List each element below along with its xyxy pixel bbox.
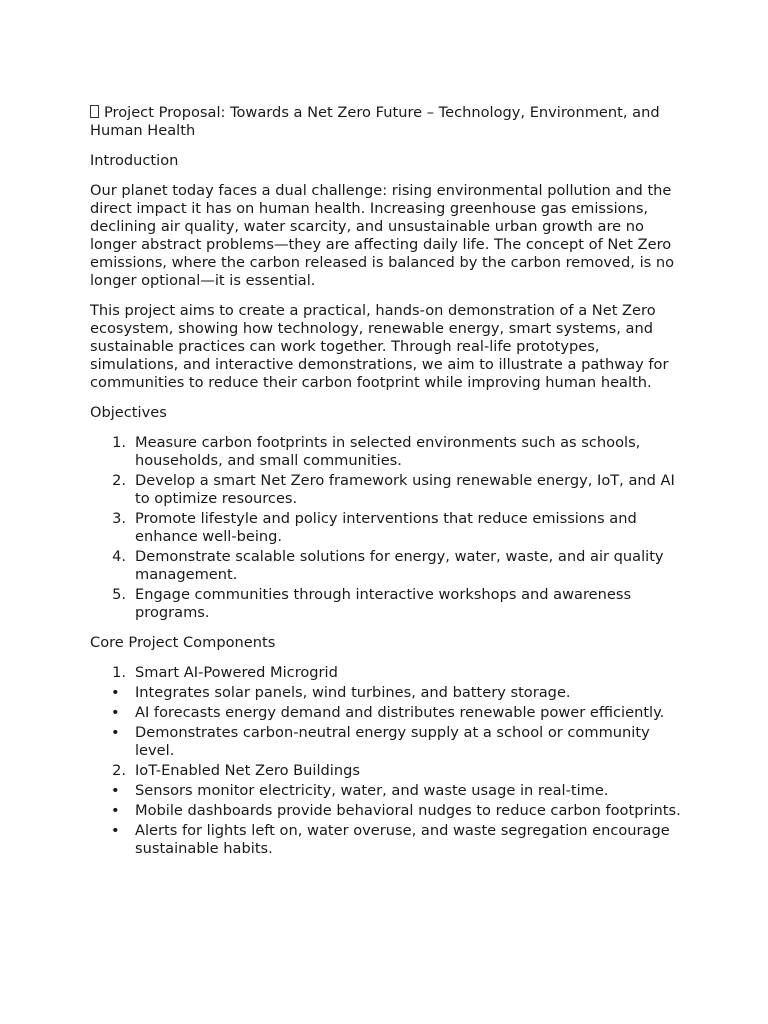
list-item-text: Sensors monitor electricity, water, and waste usage in real-time. [135,782,609,799]
list-item [90,802,682,820]
list-item [90,782,682,800]
bullet-icon: • [111,684,120,701]
list-item-text: Demonstrate scalable solutions for energy, water, waste, and air quality management. [135,548,664,583]
list-item-text: Alerts for lights left on, water overuse, and waste segregation encourage sustainable habits. [135,822,670,857]
list-number: 1. [112,434,126,451]
list-item [90,664,682,682]
list-item [90,684,682,702]
document-title [90,104,682,140]
title-text: Project Proposal: Towards a Net Zero Future – Technology, Environment, and Human Health [90,104,660,139]
list-item-text: IoT-Enabled Net Zero Buildings [135,762,360,779]
list-number: 3. [112,510,126,527]
objectives-heading: Objectives [90,404,167,421]
list-item [90,704,682,722]
list-number: 5. [112,586,126,603]
list-number: 4. [112,548,126,565]
introduction-heading: Introduction [90,152,179,169]
list-item [90,762,682,780]
list-item [90,510,682,546]
components-list [90,664,682,858]
list-item [90,586,682,622]
list-item-text: Engage communities through interactive workshops and awareness programs. [135,586,632,621]
list-item-text: Measure carbon footprints in selected environments such as schools, households, and small communities. [135,434,641,469]
list-item [90,434,682,470]
list-item-text: Demonstrates carbon-neutral energy supply at a school or community level. [135,724,650,759]
list-item-text: Smart AI-Powered Microgrid [135,664,338,681]
document-page [90,104,682,870]
list-item-text: Mobile dashboards provide behavioral nudges to reduce carbon footprints. [135,802,681,819]
objectives-list [90,434,682,622]
bullet-icon: • [111,802,120,819]
list-number: 2. [112,762,126,779]
bullet-icon: • [111,822,120,839]
missing-glyph-icon [90,105,99,118]
list-item-text: Develop a smart Net Zero framework using renewable energy, IoT, and AI to optimize resources. [135,472,675,507]
list-number: 2. [112,472,126,489]
bullet-icon: • [111,704,120,721]
list-item-text: Promote lifestyle and policy interventions that reduce emissions and enhance well-being. [135,510,637,545]
components-heading: Core Project Components [90,634,276,651]
list-item [90,724,682,760]
introduction-paragraph-1: Our planet today faces a dual challenge: rising environmental pollution and the direct impact it has on human health. Increasing greenhouse gas emissions, declining air quality, water scarcity, and unsustainable urban growth are no longer abstract problems—they are affecting daily life. The concept of Net Zero emissions, where the carbon released is balanced by the carbon removed, is no longer optional—it is essential. [90,182,675,289]
list-item-text: Integrates solar panels, wind turbines, and battery storage. [135,684,571,701]
list-item-text: AI forecasts energy demand and distributes renewable power efficiently. [135,704,665,721]
list-item [90,548,682,584]
list-item [90,472,682,508]
introduction-paragraph-2: This project aims to create a practical, hands-on demonstration of a Net Zero ecosystem, showing how technology, renewable energy, smart systems, and sustainable practices can work together. Through real-life prototypes, simulations, and interactive demonstrations, we aim to illustrate a pathway for communities to reduce their carbon footprint while improving human health. [90,302,669,391]
list-number: 1. [112,664,126,681]
list-item [90,822,682,858]
bullet-icon: • [111,782,120,799]
bullet-icon: • [111,724,120,741]
